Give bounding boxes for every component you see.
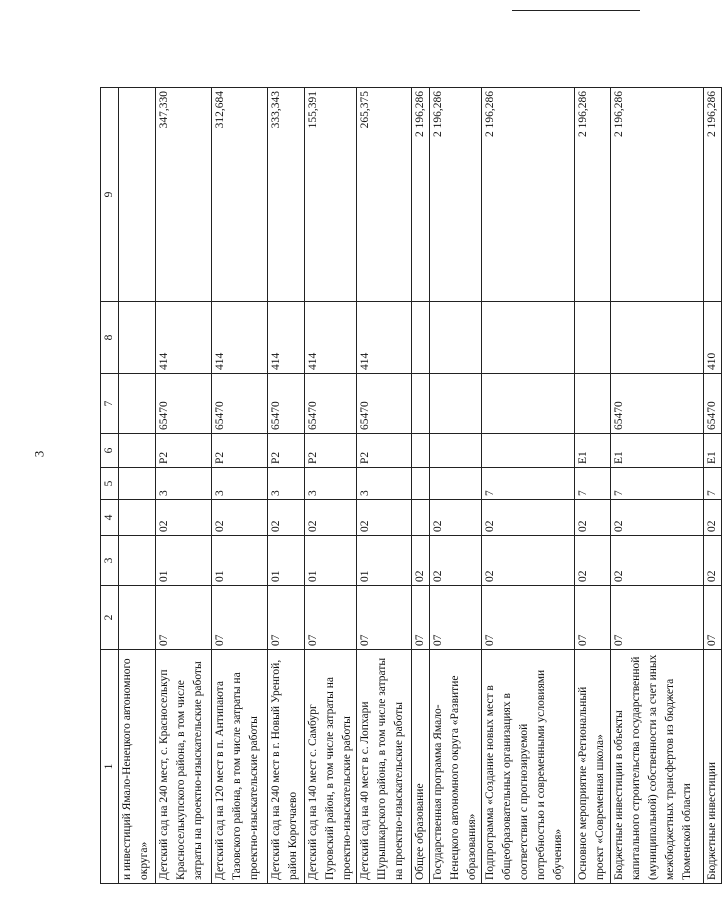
- cell: [482, 374, 575, 434]
- table-row: [611, 88, 704, 884]
- cell-amount: 2 196,286: [704, 88, 722, 302]
- cell: [482, 302, 575, 374]
- cell: P2: [268, 434, 305, 468]
- table-row: [212, 88, 268, 884]
- cell: 02: [482, 536, 575, 586]
- cell: 65470: [268, 374, 305, 434]
- row-name: Бюджетные инвестиции в объекты капитального строительства государственной (муниципальной) собственности за счет иных межбюджетных трансфертов из бюджета Тюменской области: [611, 650, 704, 884]
- cell: 07: [357, 586, 412, 650]
- cell-amount: 333,343: [268, 88, 305, 302]
- cell: E1: [575, 434, 611, 468]
- cell-amount: 347,330: [156, 88, 212, 302]
- cell: 01: [357, 536, 412, 586]
- cell: 07: [412, 586, 430, 650]
- row-name: Детский сад на 40 мест в с. Лопхари Шурышкарского района, в том числе затраты на проектно-изыскательские работы: [357, 650, 412, 884]
- cell: 01: [268, 536, 305, 586]
- table-row: [430, 88, 482, 884]
- cell: 414: [268, 302, 305, 374]
- cell: [119, 586, 156, 650]
- cell-amount: 265,375: [357, 88, 412, 302]
- cell: [430, 374, 482, 434]
- table-row: [704, 88, 722, 884]
- cell: 7: [704, 468, 722, 500]
- cell: 07: [611, 586, 704, 650]
- top-rule: [512, 10, 640, 11]
- cell: P2: [357, 434, 412, 468]
- cell: [119, 434, 156, 468]
- cell: [430, 468, 482, 500]
- cell: E1: [611, 434, 704, 468]
- cell: 02: [412, 536, 430, 586]
- table-row: [268, 88, 305, 884]
- cell: 7: [482, 468, 575, 500]
- cell: [430, 434, 482, 468]
- cell: [430, 302, 482, 374]
- cell: 02: [611, 536, 704, 586]
- cell: [412, 302, 430, 374]
- row-name: Подпрограмма «Создание новых мест в общеобразовательных организациях в соответствии с прогнозируемой потребностью и современными условиями обучения»: [482, 650, 575, 884]
- rotated-table-container: [100, 87, 722, 884]
- cell: 3: [305, 468, 357, 500]
- cell: [119, 302, 156, 374]
- cell: 02: [430, 500, 482, 536]
- cell-amount: 2 196,286: [482, 88, 575, 302]
- cell: P2: [156, 434, 212, 468]
- row-name: Детский сад на 240 мест в г. Новый Уренгой, район Коротчаево: [268, 650, 305, 884]
- cell: 01: [305, 536, 357, 586]
- table-row: [482, 88, 575, 884]
- cell-amount: 2 196,286: [611, 88, 704, 302]
- row-name: и инвестиций Ямало-Ненецкого автономного округа»: [119, 650, 156, 884]
- header-col-5: 5: [101, 468, 119, 500]
- row-name: Бюджетные инвестиции: [704, 650, 722, 884]
- cell: 07: [704, 586, 722, 650]
- cell: 410: [704, 302, 722, 374]
- table-row: [357, 88, 412, 884]
- table-row: [575, 88, 611, 884]
- cell: 07: [156, 586, 212, 650]
- header-col-4: 4: [101, 500, 119, 536]
- table-row: [412, 88, 430, 884]
- cell: 02: [482, 500, 575, 536]
- header-col-7: 7: [101, 374, 119, 434]
- cell: 65470: [305, 374, 357, 434]
- page-number: 3: [31, 450, 47, 458]
- cell: 02: [575, 500, 611, 536]
- cell-amount: 2 196,286: [575, 88, 611, 302]
- cell-amount: 2 196,286: [430, 88, 482, 302]
- cell: 07: [430, 586, 482, 650]
- cell: 414: [156, 302, 212, 374]
- cell: 02: [704, 500, 722, 536]
- cell: 65470: [212, 374, 268, 434]
- cell: 414: [305, 302, 357, 374]
- cell: 02: [212, 500, 268, 536]
- cell: [412, 468, 430, 500]
- cell: [412, 434, 430, 468]
- row-name: Общее образование: [412, 650, 430, 884]
- header-col-3: 3: [101, 536, 119, 586]
- cell: 65470: [704, 374, 722, 434]
- header-col-1: 1: [101, 650, 119, 884]
- cell: [412, 500, 430, 536]
- table-row: [156, 88, 212, 884]
- row-name: Детский сад на 240 мест, с. Красноселькуп Красноселькупского района, в том числе затраты на проектно-изыскательские работы: [156, 650, 212, 884]
- cell: 65470: [156, 374, 212, 434]
- header-row: [101, 88, 119, 884]
- cell: 7: [575, 468, 611, 500]
- cell: 01: [212, 536, 268, 586]
- cell: 07: [575, 586, 611, 650]
- cell: 3: [156, 468, 212, 500]
- table-row: [119, 88, 156, 884]
- header-col-2: 2: [101, 586, 119, 650]
- cell: [119, 500, 156, 536]
- cell: 65470: [611, 374, 704, 434]
- cell: 02: [611, 500, 704, 536]
- cell: 07: [268, 586, 305, 650]
- cell-amount: 155,391: [305, 88, 357, 302]
- header-col-8: 8: [101, 302, 119, 374]
- cell: P2: [305, 434, 357, 468]
- cell-amount: 2 196,286: [412, 88, 430, 302]
- cell: 02: [357, 500, 412, 536]
- header-col-6: 6: [101, 434, 119, 468]
- budget-table: [100, 87, 722, 884]
- cell: 414: [212, 302, 268, 374]
- header-col-9: 9: [101, 88, 119, 302]
- cell: [482, 434, 575, 468]
- cell: 65470: [357, 374, 412, 434]
- cell: [575, 374, 611, 434]
- cell: 7: [611, 468, 704, 500]
- cell: 414: [357, 302, 412, 374]
- cell: 02: [575, 536, 611, 586]
- cell: E1: [704, 434, 722, 468]
- cell: 3: [212, 468, 268, 500]
- cell-amount: 312,684: [212, 88, 268, 302]
- cell-amount: [119, 88, 156, 302]
- cell: 07: [305, 586, 357, 650]
- cell: [119, 536, 156, 586]
- cell: 02: [268, 500, 305, 536]
- row-name: Основное мероприятие «Региональный проект «Современная школа»: [575, 650, 611, 884]
- cell: [119, 468, 156, 500]
- table-row: [305, 88, 357, 884]
- cell: [412, 374, 430, 434]
- cell: 01: [156, 536, 212, 586]
- cell: P2: [212, 434, 268, 468]
- cell: 02: [430, 536, 482, 586]
- cell: 3: [268, 468, 305, 500]
- cell: 02: [305, 500, 357, 536]
- row-name: Детский сад на 120 мест в п. Антипаюта Тазовского района, в том числе затраты на проектно-изыскательские работы: [212, 650, 268, 884]
- cell: [119, 374, 156, 434]
- cell: 02: [704, 536, 722, 586]
- cell: 07: [482, 586, 575, 650]
- cell: [611, 302, 704, 374]
- cell: 3: [357, 468, 412, 500]
- cell: [575, 302, 611, 374]
- cell: 07: [212, 586, 268, 650]
- row-name: Детский сад на 140 мест с. Самбург Пуровский район, в том числе затраты на проектно-изыскательские работы: [305, 650, 357, 884]
- cell: 02: [156, 500, 212, 536]
- row-name: Государственная программа Ямало-Ненецкого автономного округа «Развитие образования»: [430, 650, 482, 884]
